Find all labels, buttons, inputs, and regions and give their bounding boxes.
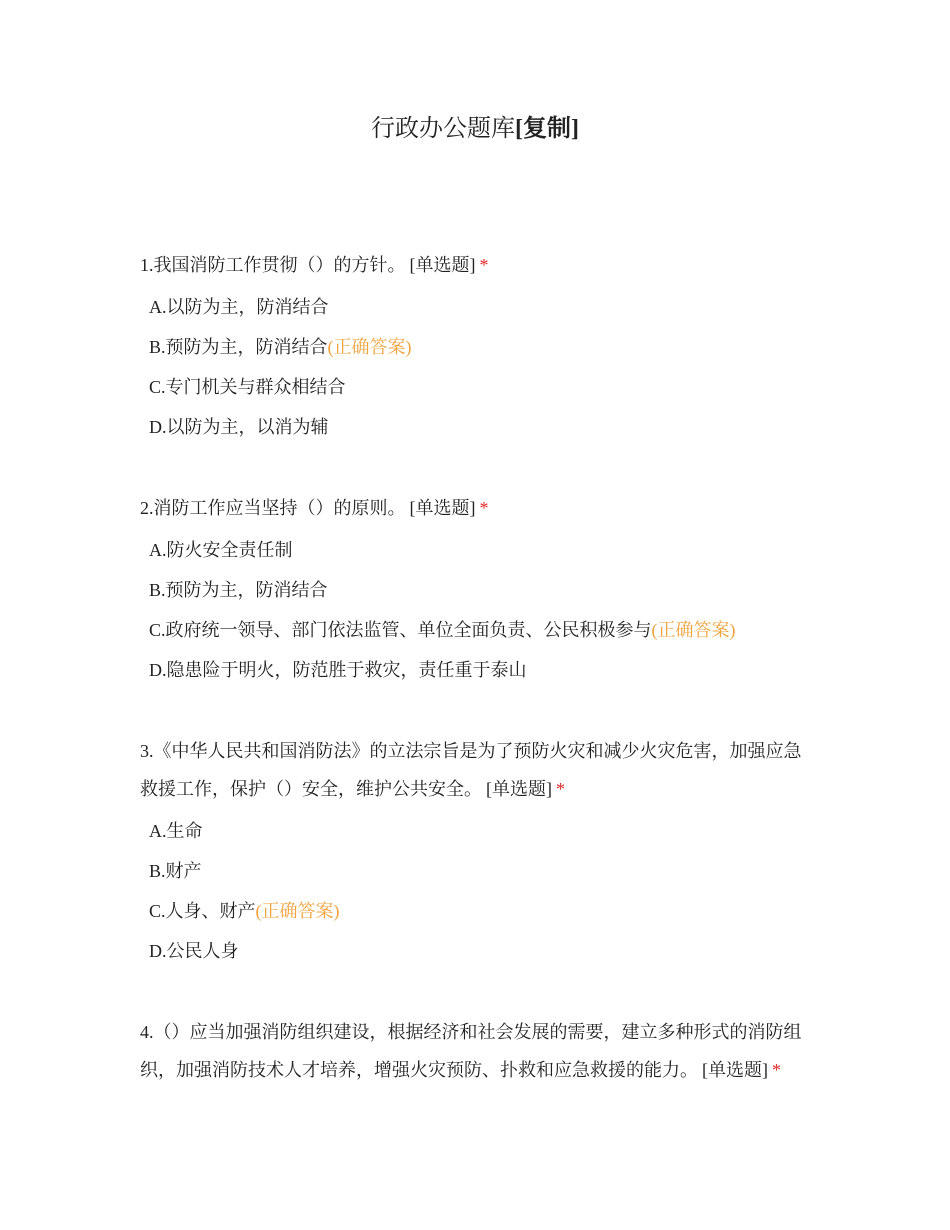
correct-answer-tag: (正确答案) xyxy=(651,620,736,640)
question-type: [单选题] xyxy=(409,255,476,275)
question-stem xyxy=(140,1013,812,1089)
option-text: C.政府统一领导、部门依法监管、单位全面负责、公民积极参与 xyxy=(149,620,652,640)
question-text: 3.《中华人民共和国消防法》的立法宗旨是为了预防火灾和减少火灾危害，加强应急救援工作，保护（）安全，维护公共安全。 xyxy=(140,741,802,799)
question-type: [单选题] xyxy=(486,779,552,799)
question-stem xyxy=(140,732,812,808)
option-c xyxy=(149,367,812,407)
option-c xyxy=(149,891,812,931)
question-text: 2.消防工作应当坚持（）的原则。 xyxy=(140,498,406,518)
option-a xyxy=(149,287,812,327)
option-text: D.公民人身 xyxy=(149,941,239,961)
question-1 xyxy=(140,246,812,447)
question-list xyxy=(140,246,812,1131)
question-type: [单选题] xyxy=(409,498,476,518)
page-title xyxy=(0,108,950,143)
option-c xyxy=(149,610,812,650)
option-text: B.财产 xyxy=(149,861,202,881)
correct-answer-tag: (正确答案) xyxy=(255,901,340,921)
required-mark: * xyxy=(772,1060,781,1080)
option-text: C.人身、财产 xyxy=(149,901,256,921)
option-text: D.隐患险于明火，防范胜于救灾，责任重于泰山 xyxy=(149,660,527,680)
correct-answer-tag: (正确答案) xyxy=(327,337,412,357)
option-text: B.预防为主，防消结合 xyxy=(149,580,328,600)
option-list xyxy=(140,530,812,690)
option-text: A.生命 xyxy=(149,821,203,841)
question-text: 4.（）应当加强消防组织建设，根据经济和社会发展的需要，建立多种形式的消防组织，加强消防技术人才培养，增强火灾预防、扑救和应急救援的能力。 xyxy=(140,1022,802,1080)
option-text: A.防火安全责任制 xyxy=(149,540,293,560)
question-type: [单选题] xyxy=(702,1060,768,1080)
question-stem xyxy=(140,489,812,527)
question-stem xyxy=(140,246,812,284)
option-a xyxy=(149,530,812,570)
question-4 xyxy=(140,1013,812,1089)
option-b xyxy=(149,327,812,367)
option-a xyxy=(149,811,812,851)
question-2 xyxy=(140,489,812,690)
required-mark: * xyxy=(556,779,565,799)
option-text: D.以防为主，以消为辅 xyxy=(149,417,329,437)
option-b xyxy=(149,570,812,610)
required-mark: * xyxy=(479,498,489,518)
option-d xyxy=(149,407,812,447)
question-text: 1.我国消防工作贯彻（）的方针。 xyxy=(140,255,406,275)
required-mark: * xyxy=(479,255,489,275)
option-text: A.以防为主，防消结合 xyxy=(149,297,329,317)
option-d xyxy=(149,650,812,690)
title-suffix: [复制] xyxy=(515,116,579,142)
title-main: 行政办公题库 xyxy=(371,116,515,142)
option-d xyxy=(149,931,812,971)
option-list xyxy=(140,287,812,447)
option-b xyxy=(149,851,812,891)
option-list xyxy=(140,811,812,971)
option-text: B.预防为主，防消结合 xyxy=(149,337,328,357)
question-3 xyxy=(140,732,812,971)
option-text: C.专门机关与群众相结合 xyxy=(149,377,346,397)
